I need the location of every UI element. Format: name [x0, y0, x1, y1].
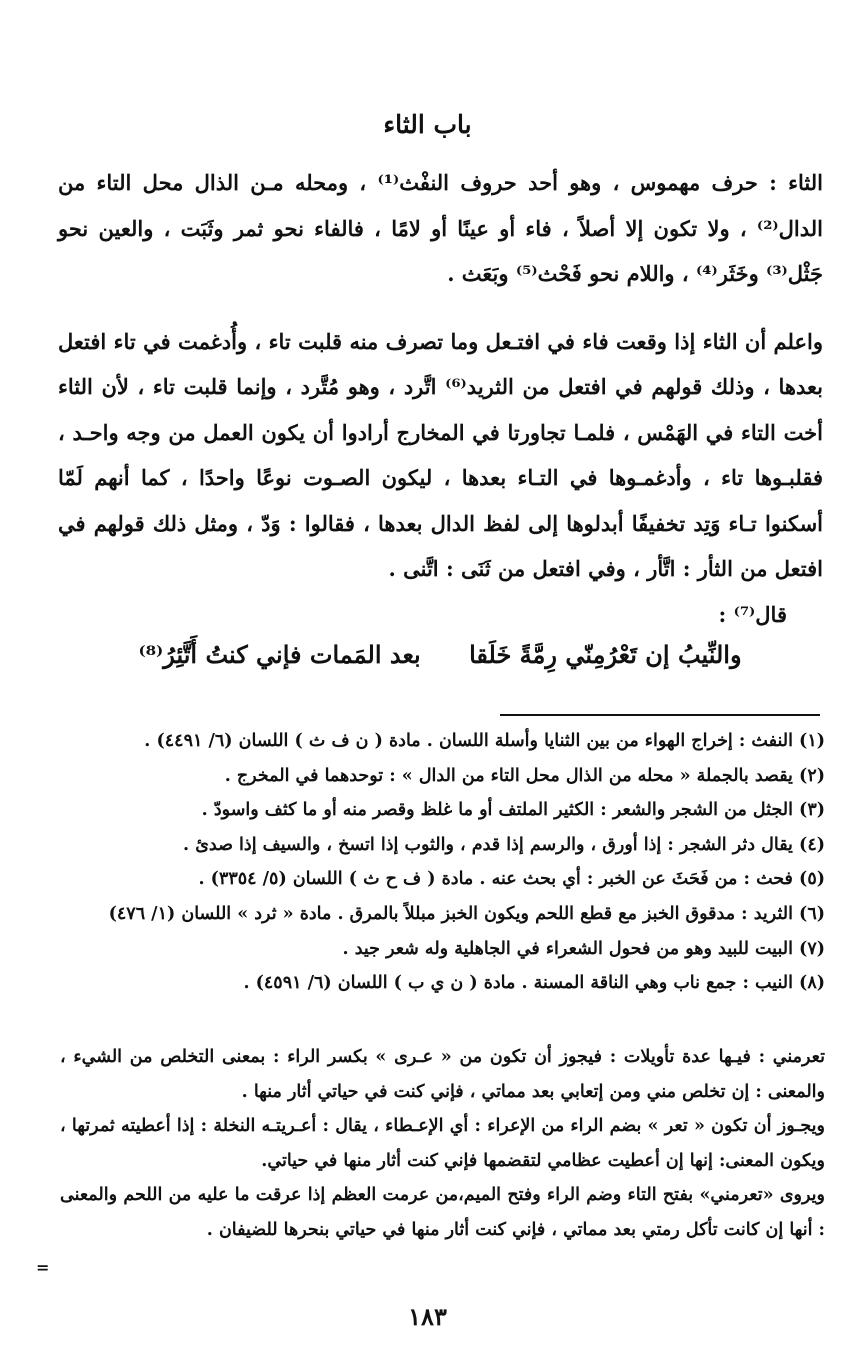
poetry-verse [90, 640, 790, 669]
explanation-1: تعرمني : فيـها عدة تأويلات : فيجوز أن تكون من « عـرى » بكسر الراء : بمعنى التخلص من الشيء ، والمعنى : إن تخلص مني ومن إتعابي بعد مماتي ، فإني كنت في حياتي أثار منها . [60, 1047, 825, 1102]
footnotes [60, 724, 825, 1001]
footnote-8: (٨) النيب : جمع ناب وهي الناقة المسنة . مادة ( ن ي ب ) اللسان (٦/ ٤٥٩١) . [243, 973, 825, 994]
footnote-5: (٥) فحث : من فَحَثَ عن الخبر : أي بحث عنه . مادة ( ف ح ث ) اللسان (٥/ ٣٣٥٤) . [198, 869, 825, 890]
main-text [58, 160, 823, 637]
footnote-1: (١) النفث : إخراج الهواء من بين الثنايا وأسلة اللسان . مادة ( ن ف ث ) اللسان (٦/ ٤٤٩١) . [144, 731, 825, 751]
footnote-divider [500, 714, 820, 716]
verse-intro: قال⁽⁷⁾ : [718, 601, 787, 627]
verse-hemistich-2: بعد المَمات فإني كنتُ أَتَّئِرُ⁽⁸⁾ [138, 640, 421, 669]
footnote-3: (٣) الجثل من الشجر والشعر : الكثير الملتف أو ما غلظ وقصر منه أو ما كثف واسودّ . [201, 800, 825, 821]
explanation-3: ويروى «تعرمني» بفتح التاء وضم الراء وفتح الميم،من عرمت العظم إذا عرقت ما عليه من اللحم والمعنى : أنها إن كانت تأكل رمتي بعد مماتي ، فإني كنت أثار منها في حياتي بنحرها للضيفان . [60, 1185, 825, 1240]
footnote-7: (٧) البيت للبيد وهو من فحول الشعراء في الجاهلية وله شعر جيد . [342, 938, 825, 959]
verse-explanation [60, 1040, 825, 1248]
page-number: ١٨٣ [408, 1302, 447, 1331]
verse-hemistich-1: والنِّيبُ إن تَعْرُمِنّي رِمَّةً خَلَقا [469, 640, 742, 669]
paragraph-2: واعلم أن الثاء إذا وقعت فاء في افتـعل وما تصرف منه قلبت تاء ، وأُدغمت في تاء افتعل بعدها ، وذلك قولهم في افتعل من الثريد⁽⁶⁾ اتَّرد ، وهو مُتَّرد ، وإنما قلبت تاء ، لأن الثاء أخت التاء في الهَمْس ، فلمـا تجاورتا في المخارج أرادوا أن يكون العمل من وجه واحـد ، فقلبـوها تاء ، وأدغمـوها في التـاء بعدها ، ليكون الصـوت نوعًا واحدًا ، كما أنهم لَمّا أسكنوا تـاء وَتِد تخفيفًا أبدلوها إلى لفظ الدال بعدها ، فقالوا : وَدّ ، ومثل ذلك قولهم في افتعل من الثأر : اتَّأر ، وفي افتعل من ثَنَى : اتَّنى . [58, 328, 823, 581]
footnote-2: (٢) يقصد بالجملة « محله من الذال محل التاء من الدال » : توحدهما في المخرج . [224, 765, 825, 786]
paragraph-1: الثاء : حرف مهموس ، وهو أحد حروف النفْث⁽¹⁾ ، ومحله مـن الذال محل التاء من الدال⁽²⁾ ، ولا تكون إلا أصلاً ، فاء أو عينًا أو لامًا ، فالفاء نحو ثمر وثَبَت ، والعين نحو جَثْل⁽³⁾ وخَثَر⁽⁴⁾ ، واللام نحو فَحْث⁽⁵⁾ وبَعَث . [58, 170, 823, 286]
footnote-6: (٦) الثريد : مدقوق الخبز مع قطع اللحم ويكون الخبز مبللاً بالمرق . مادة « ثرد » اللسان (١/ ٤٧٦) [108, 903, 825, 924]
footnote-4: (٤) يقال دثر الشجر : إذا أورق ، والرسم إذا قدم ، والثوب إذا اتسخ ، والسيف إذا صدئ . [183, 834, 825, 855]
chapter-title: باب الثاء [383, 110, 472, 139]
continuation-mark: = [36, 1258, 50, 1277]
explanation-2: ويجـوز أن تكون « تعر » بضم الراء من الإعراء : أي الإعـطاء ، يقال : أعـريتـه النخلة : إذا أعطيته ثمرتها ، ويكون المعنى: إنها إن أعطيت عظامي لتقضمها فإني كنت أثار منها في حياتي. [60, 1116, 825, 1171]
